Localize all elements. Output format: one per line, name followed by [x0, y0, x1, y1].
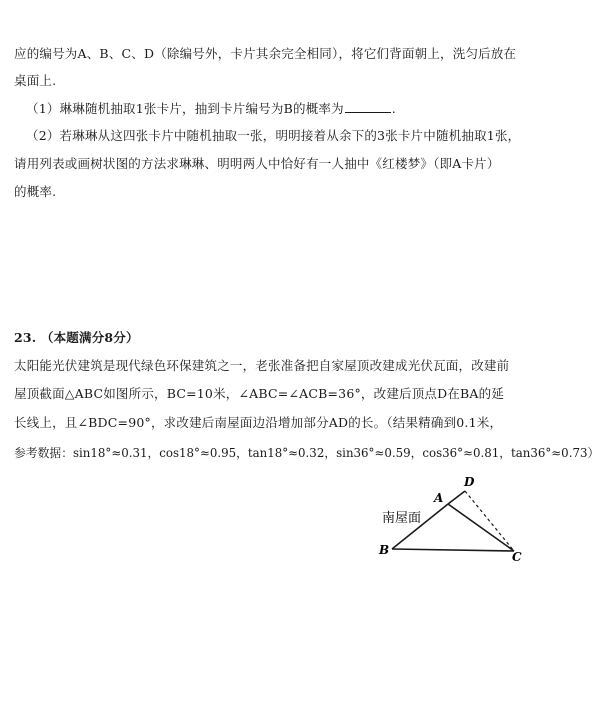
question-1-end: .	[391, 101, 396, 116]
segment-bc	[392, 549, 514, 551]
problem-23-heading: 23. （本题满分8分）	[14, 330, 139, 345]
reference-data: 参考数据：sin18°≈0.31，cos18°≈0.95，tan18°≈0.32，sin36°≈0.59，cos36°≈0.81，tan36°≈0.73）	[14, 446, 600, 460]
text-line: 太阳能光伏建筑是现代绿色环保建筑之一，老张准备把自家屋顶改建成光伏瓦面，改建前	[14, 358, 510, 373]
text-line: 请用列表或画树状图的方法求琳琳、明明两人中恰好有一人抽中《红楼梦》（即A卡片）	[14, 156, 500, 171]
triangle-figure	[370, 472, 530, 567]
label-d: D	[464, 475, 475, 489]
text-line: 桌面上.	[14, 73, 57, 88]
text-line: 应的编号为A、B、C、D（除编号外，卡片其余完全相同），将它们背面朝上，洗匀后放在	[14, 46, 517, 61]
text-line: 屋顶截面△ABC如图所示，BC=10米，∠ABC=∠ACB=36°，改建后顶点D在BA的延	[14, 386, 505, 401]
label-roof: 南屋面	[382, 511, 422, 526]
answer-blank	[345, 101, 391, 113]
question-1-text: （1）琳琳随机抽取1张卡片，抽到卡片编号为B的概率为	[26, 101, 344, 116]
segment-ad	[448, 491, 465, 504]
question-2: （2）若琳琳从这四张卡片中随机抽取一张，明明接着从余下的3张卡片中随机抽取1张，	[26, 128, 521, 143]
label-a: A	[434, 491, 444, 505]
label-b: B	[379, 543, 390, 557]
text-line: 长线上，且∠BDC=90°，求改建后南屋面边沿增加部分AD的长。（结果精确到0.1米，	[14, 415, 503, 430]
label-c: C	[512, 550, 522, 564]
text-line: 的概率.	[14, 184, 57, 199]
question-1	[26, 101, 396, 117]
